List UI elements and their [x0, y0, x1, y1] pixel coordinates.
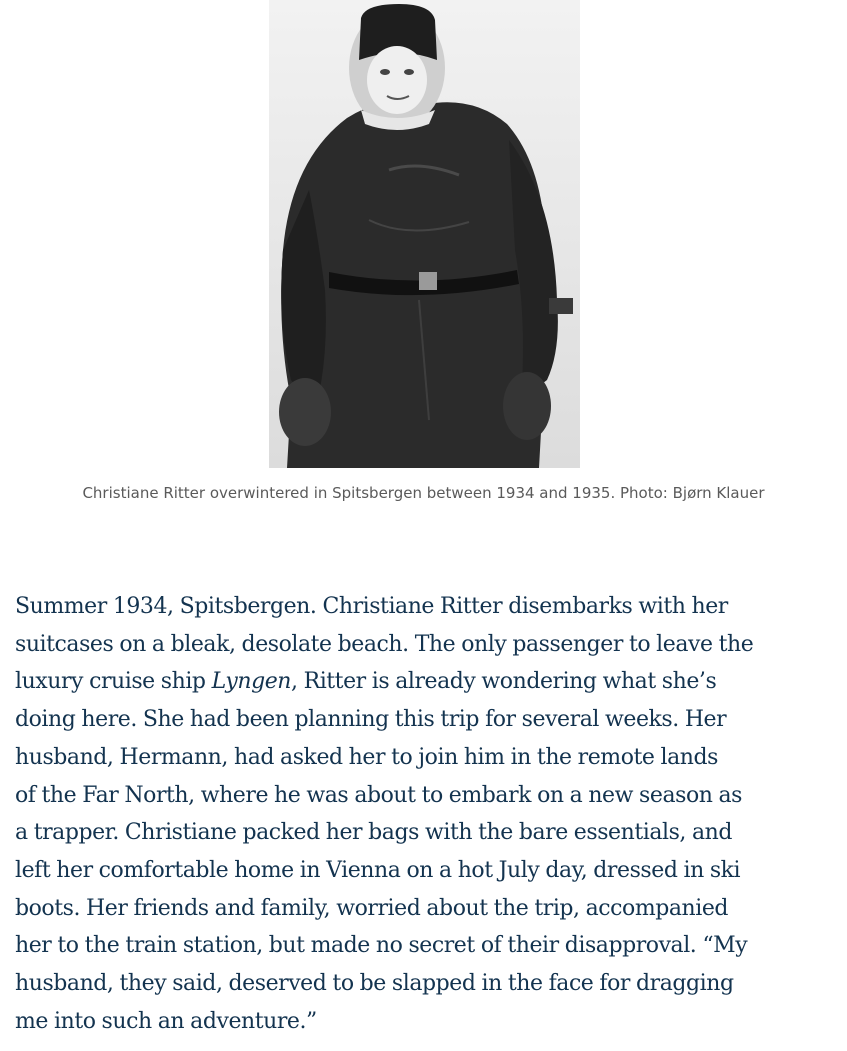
portrait-photo — [269, 0, 580, 468]
photo-caption: Christiane Ritter overwintered in Spitsbergen between 1934 and 1935. Photo: Bjørn Klauer — [82, 484, 765, 502]
paragraph-line: a trapper. Christiane packed her bags with the bare essentials, and — [15, 820, 733, 846]
paragraph-line: boots. Her friends and family, worried about the trip, accompanied — [15, 895, 729, 921]
paragraph-text: , Ritter is already wondering what she’s — [291, 669, 717, 695]
paragraph-line: husband, Hermann, had asked her to join him in the remote lands — [15, 744, 718, 770]
paragraph-line: me into such an adventure.” — [15, 1008, 317, 1034]
paragraph-text: luxury cruise ship — [15, 669, 212, 695]
paragraph-line: suitcases on a bleak, desolate beach. The only passenger to leave the — [15, 631, 754, 657]
portrait-illustration — [269, 0, 580, 468]
paragraph-line: left her comfortable home in Vienna on a hot July day, dressed in ski — [15, 857, 741, 883]
paragraph-line: of the Far North, where he was about to embark on a new season as — [15, 782, 743, 808]
paragraph-line: her to the train station, but made no secret of their disapproval. “My — [15, 933, 748, 959]
article-paragraph — [15, 588, 837, 1040]
ship-name: Lyngen — [211, 669, 291, 695]
paragraph-line — [15, 663, 837, 701]
paragraph-line: Summer 1934, Spitsbergen. Christiane Ritter disembarks with her — [15, 594, 728, 619]
paragraph-line: doing here. She had been planning this trip for several weeks. Her — [15, 707, 727, 733]
paragraph-line: husband, they said, deserved to be slapped in the face for dragging — [15, 971, 734, 997]
